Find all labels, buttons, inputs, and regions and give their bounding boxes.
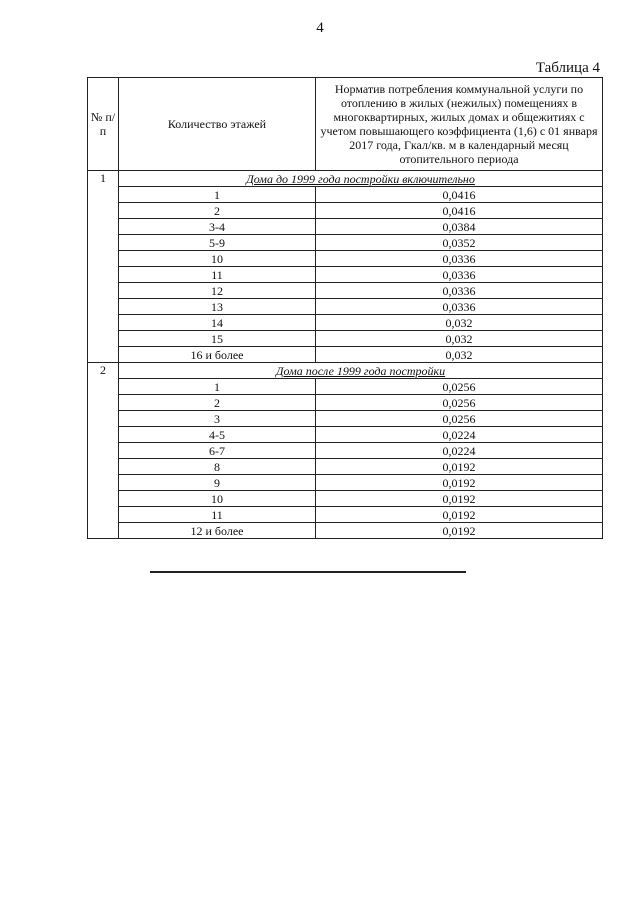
header-row bbox=[88, 78, 603, 171]
norm-value-cell: 0,0336 bbox=[316, 299, 603, 315]
floors-cell: 5-9 bbox=[119, 235, 316, 251]
floors-cell: 10 bbox=[119, 251, 316, 267]
floors-cell: 12 bbox=[119, 283, 316, 299]
table-body bbox=[88, 171, 603, 539]
table-row bbox=[88, 443, 603, 459]
floors-cell: 2 bbox=[119, 203, 316, 219]
floors-cell: 6-7 bbox=[119, 443, 316, 459]
norm-value-cell: 0,0192 bbox=[316, 523, 603, 539]
norm-value-cell: 0,0384 bbox=[316, 219, 603, 235]
header-num: № п/п bbox=[88, 78, 119, 171]
norm-value-cell: 0,0352 bbox=[316, 235, 603, 251]
table-row bbox=[88, 283, 603, 299]
norm-value-cell: 0,0256 bbox=[316, 395, 603, 411]
group-row bbox=[88, 363, 603, 379]
floors-cell: 12 и более bbox=[119, 523, 316, 539]
floors-cell: 3-4 bbox=[119, 219, 316, 235]
table-row bbox=[88, 379, 603, 395]
group-number: 1 bbox=[88, 171, 119, 363]
norm-value-cell: 0,0192 bbox=[316, 507, 603, 523]
norm-value-cell: 0,032 bbox=[316, 315, 603, 331]
norm-value-cell: 0,0256 bbox=[316, 379, 603, 395]
table-row bbox=[88, 235, 603, 251]
norms-table bbox=[87, 77, 603, 539]
floors-cell: 1 bbox=[119, 187, 316, 203]
floors-cell: 14 bbox=[119, 315, 316, 331]
floors-cell: 3 bbox=[119, 411, 316, 427]
table-row bbox=[88, 267, 603, 283]
table-row bbox=[88, 187, 603, 203]
table-row bbox=[88, 395, 603, 411]
norm-value-cell: 0,0192 bbox=[316, 491, 603, 507]
table-row bbox=[88, 427, 603, 443]
table-row bbox=[88, 507, 603, 523]
table-row bbox=[88, 299, 603, 315]
norm-value-cell: 0,0192 bbox=[316, 475, 603, 491]
floors-cell: 11 bbox=[119, 507, 316, 523]
table-row bbox=[88, 491, 603, 507]
table-row bbox=[88, 315, 603, 331]
norm-value-cell: 0,0336 bbox=[316, 251, 603, 267]
separator-line bbox=[150, 571, 466, 573]
floors-cell: 8 bbox=[119, 459, 316, 475]
table-row bbox=[88, 203, 603, 219]
floors-cell: 1 bbox=[119, 379, 316, 395]
norm-value-cell: 0,032 bbox=[316, 331, 603, 347]
floors-cell: 2 bbox=[119, 395, 316, 411]
table-row bbox=[88, 219, 603, 235]
table-row bbox=[88, 251, 603, 267]
norm-value-cell: 0,0416 bbox=[316, 203, 603, 219]
group-title: Дома после 1999 года постройки bbox=[119, 363, 603, 379]
floors-cell: 10 bbox=[119, 491, 316, 507]
table-row bbox=[88, 411, 603, 427]
page-number: 4 bbox=[316, 20, 324, 36]
floors-cell: 16 и более bbox=[119, 347, 316, 363]
norm-value-cell: 0,0224 bbox=[316, 443, 603, 459]
floors-cell: 11 bbox=[119, 267, 316, 283]
table-label: Таблица 4 bbox=[535, 60, 600, 76]
norm-value-cell: 0,0224 bbox=[316, 427, 603, 443]
floors-cell: 4-5 bbox=[119, 427, 316, 443]
norm-value-cell: 0,0336 bbox=[316, 283, 603, 299]
group-row bbox=[88, 171, 603, 187]
floors-cell: 9 bbox=[119, 475, 316, 491]
norm-value-cell: 0,032 bbox=[316, 347, 603, 363]
table-row bbox=[88, 347, 603, 363]
norm-value-cell: 0,0256 bbox=[316, 411, 603, 427]
floors-cell: 15 bbox=[119, 331, 316, 347]
header-norm: Норматив потребления коммунальной услуги по отоплению в жилых (нежилых) помещениях в многоквартирных, жилых домах и общежитиях с учетом повышающего коэффициента (1,6) с 01 января 2017 года, Гкал/кв. м в календарный месяц отопительного периода bbox=[316, 78, 603, 171]
header-floors: Количество этажей bbox=[119, 78, 316, 171]
norm-value-cell: 0,0416 bbox=[316, 187, 603, 203]
norm-value-cell: 0,0192 bbox=[316, 459, 603, 475]
table-row bbox=[88, 459, 603, 475]
table-row bbox=[88, 523, 603, 539]
table-row bbox=[88, 475, 603, 491]
table-row bbox=[88, 331, 603, 347]
group-title: Дома до 1999 года постройки включительно bbox=[119, 171, 603, 187]
group-number: 2 bbox=[88, 363, 119, 539]
floors-cell: 13 bbox=[119, 299, 316, 315]
norm-value-cell: 0,0336 bbox=[316, 267, 603, 283]
